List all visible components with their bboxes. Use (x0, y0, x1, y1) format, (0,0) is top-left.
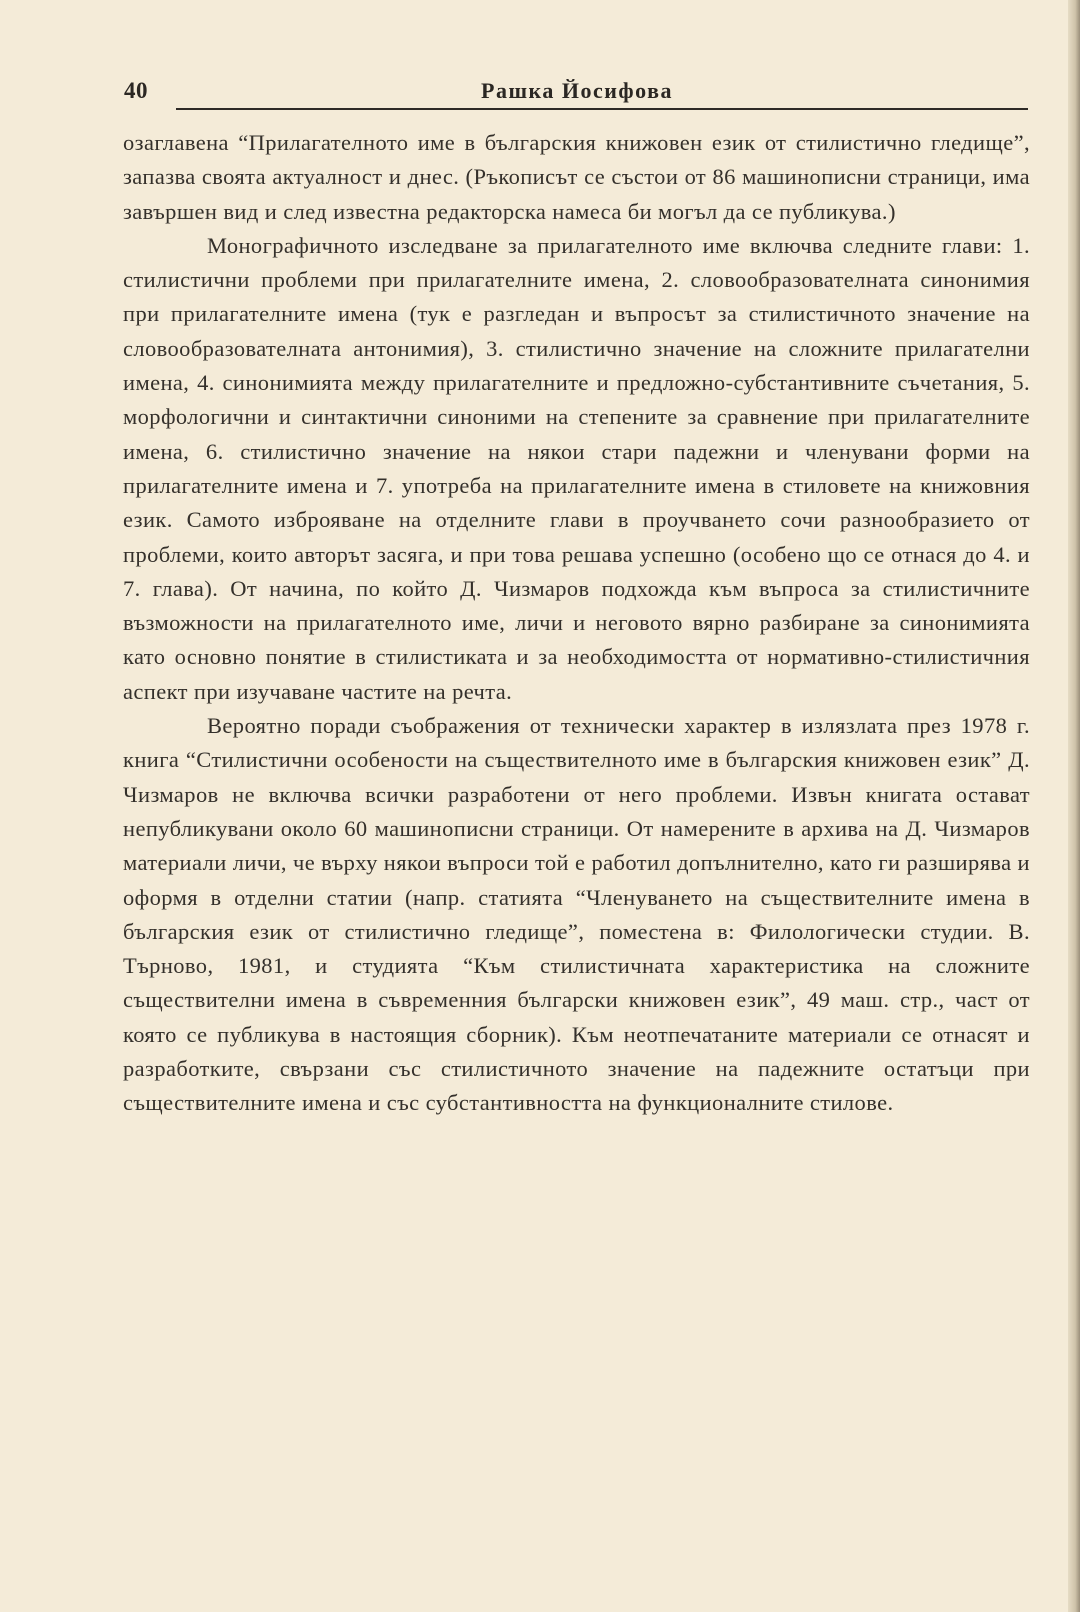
paragraph-1: озаглавена “Прилагателното име в българския книжовен език от стилистично гледище”, запазва своята актуалност и днес. (Ръкописът се състои от 86 машинописни страници, има завършен вид и след известна редакторска намеса би могъл да се публикува.) (123, 130, 1030, 224)
header-rule (176, 108, 1028, 110)
running-head: Рашка Йосифова (481, 78, 673, 103)
page-number: 40 (124, 78, 148, 103)
paragraph-3: Вероятно поради съображения от технически характер в излязлата през 1978 г. книга “Стилистични особености на съществителното име в българския книжовен език” Д. Чизмаров не включва всички разработени от него проблеми. Извън книгата остават непубликувани около 60 машинописни страници. От намерените в архива на Д. Чизмаров материали личи, че върху някои въпроси той е работил допълнително, като ги разширява и оформя в отделни статии (напр. статията “Членуването на съществителните имена в българския език от стилистично гледище”, поместена в: Филологически студии. В. Търново, 1981, и студията “Към стилистичната характеристика на сложните съществителни имена в съвременния български книжовен език”, 49 маш. стр., част от която се публикува в настоящия сборник). Към неотпечатаните материали се отнасят и разработките, свързани със стилистичното значение на падежните остатъци при съществителните имена и със субстантивността на функционалните стилове. (123, 713, 1030, 1116)
body-text (123, 126, 1030, 1121)
page-edge (1068, 0, 1080, 1612)
paragraph-2: Монографичното изследване за прилагателното име включва следните глави: 1. стилистични проблеми при прилагателните имена, 2. словообразователната синонимия при прилагателните имена (тук е разгледан и въпросът за стилистичното значение на словообразователната антонимия), 3. стилистично значение на сложните прилагателни имена, 4. синонимията между прилагателните и предложно-субстантивните съчетания, 5. морфологични и синтактични синоними на степените за сравнение при прилагателните имена, 6. стилистично значение на някои стари падежни и членувани форми на прилагателните имена и 7. употреба на прилагателните имена в стиловете на книжовния език. Самото изброяване на отделните глави в проучването сочи разнообразието от проблеми, които авторът засяга, и при това решава успешно (особено що се отнася до 4. и 7. глава). От начина, по който Д. Чизмаров подхожда към въпроса за стилистичните възможности на прилагателното име, личи и неговото вярно разбиране за синонимията като основно понятие в стилистиката и за необходимостта от нормативно-стилистичния аспект при изучаване частите на речта. (123, 232, 1030, 704)
page-header (124, 78, 1030, 112)
